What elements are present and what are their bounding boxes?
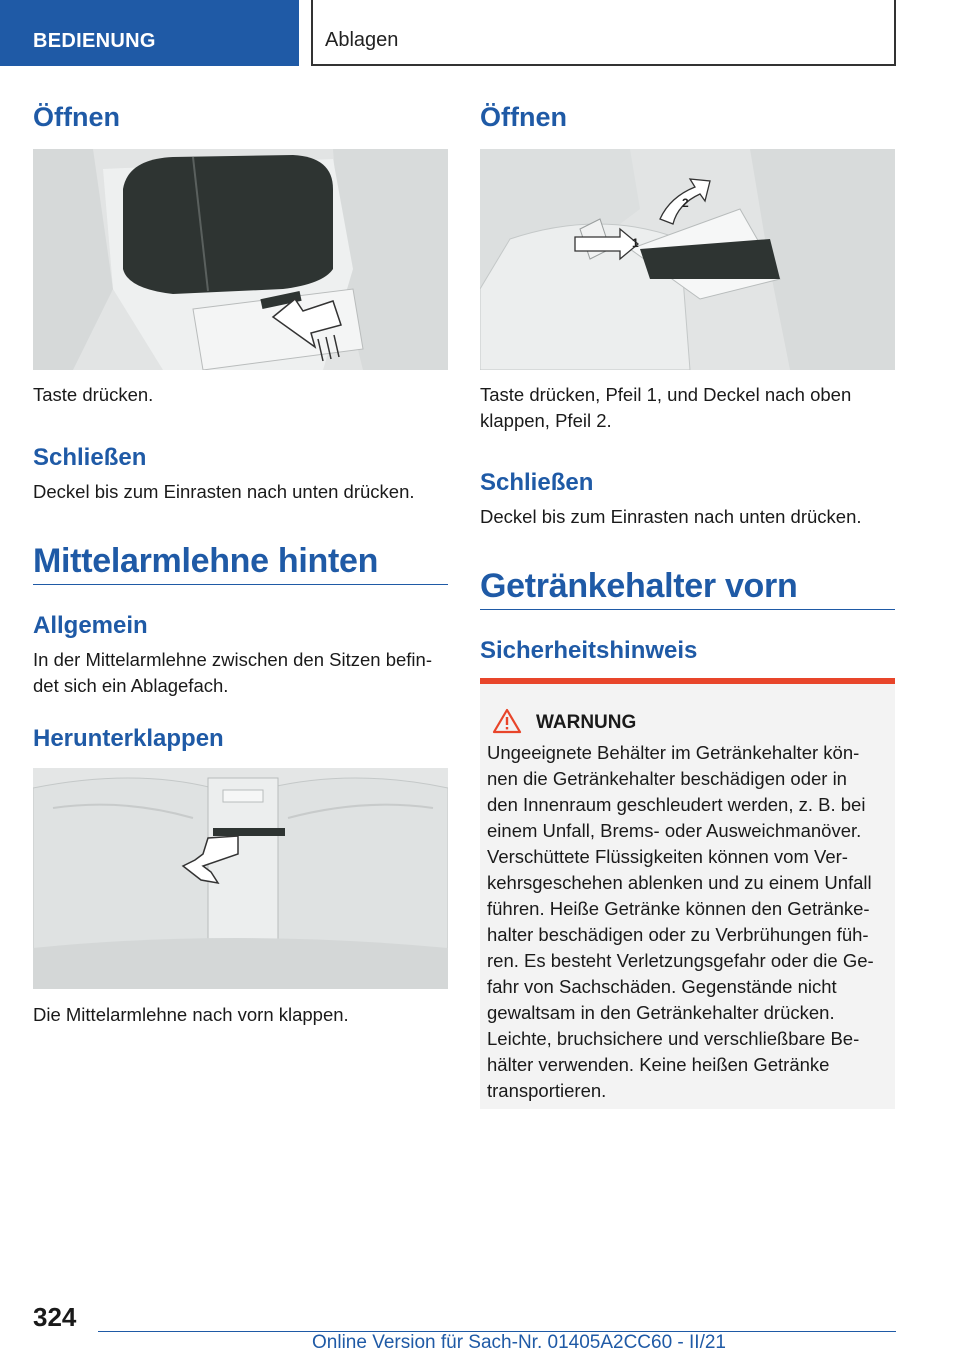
caption-fig1: Taste drücken. — [33, 384, 154, 405]
warning-text-line: Ungeeignete Behälter im Getränkehalter kön- — [487, 742, 860, 763]
text-allgemein-line2: det sich ein Ablagefach. — [33, 675, 229, 696]
page-number: 324 — [33, 1302, 77, 1332]
warning-text — [487, 740, 887, 1104]
heading-herunterklappen: Herunterklappen — [33, 725, 224, 752]
warning-triangle-icon — [492, 708, 522, 734]
warning-text-line: führen. Heiße Getränke können den Getränke- — [487, 898, 870, 919]
warning-text-line: ren. Es besteht Verletzungsgefahr oder die Ge- — [487, 950, 874, 971]
warning-text-line: hälter verwenden. Keine heißen Getränke — [487, 1054, 830, 1075]
heading-rule-left — [33, 584, 448, 585]
text-allgemein-line1: In der Mittelarmlehne zwischen den Sitzen befin- — [33, 649, 432, 670]
heading-getraenkehalter-vorn: Getränkehalter vorn — [480, 567, 798, 605]
caption-fig2-line2: klappen, Pfeil 2. — [480, 410, 612, 431]
warning-text-line: halter beschädigen oder zu Verbrühungen füh- — [487, 924, 869, 945]
warning-text-line: einem Unfall, Brems- oder Ausweichmanöver. — [487, 820, 862, 841]
warning-text-line: kehrsgeschehen ablenken und zu einem Unfall — [487, 872, 872, 893]
heading-schliessen-right: Schließen — [480, 469, 594, 496]
heading-schliessen-left: Schließen — [33, 444, 147, 471]
caption-fig3: Die Mittelarmlehne nach vorn klappen. — [33, 1004, 349, 1025]
chapter-box — [311, 0, 896, 66]
section-tab — [0, 0, 299, 66]
figure-rear-armrest-open — [480, 149, 895, 370]
text-allgemein — [33, 647, 448, 699]
arrow1-label: 1 — [632, 236, 639, 250]
warning-text-line: Leichte, bruchsichere und verschließbare Be- — [487, 1028, 860, 1049]
footer-version-text: Online Version für Sach-Nr. 01405A2CC60 - II/21 — [312, 1332, 727, 1353]
figure-rear-armrest-fold-down — [33, 768, 448, 989]
warning-box — [480, 678, 895, 1109]
arrow2-label: 2 — [682, 196, 689, 210]
caption-fig2 — [480, 382, 895, 434]
text-schliessen-left: Deckel bis zum Einrasten nach unten drücken. — [33, 481, 415, 502]
heading-allgemein: Allgemein — [33, 612, 148, 639]
warning-text-line: Verschüttete Flüssigkeiten können vom Ver- — [487, 846, 848, 867]
heading-oeffnen-left: Öffnen — [33, 102, 120, 132]
warning-text-line: gewaltsam in den Getränkehalter drücken. — [487, 1002, 835, 1023]
warning-text-line: den Innenraum geschleudert werden, z. B. bei — [487, 794, 866, 815]
warning-text-line: fahr von Sachschäden. Gegenstände nicht — [487, 976, 837, 997]
caption-fig2-line1: Taste drücken, Pfeil 1, und Deckel nach oben — [480, 384, 852, 405]
chapter-label: Ablagen — [325, 29, 399, 51]
heading-mittelarmlehne-hinten: Mittelarmlehne hinten — [33, 542, 379, 580]
section-label: BEDIENUNG — [33, 30, 156, 52]
warning-title: WARNUNG — [536, 712, 637, 733]
warning-text-line: nen die Getränkehalter beschädigen oder in — [487, 768, 847, 789]
heading-rule-right — [480, 609, 895, 610]
heading-sicherheitshinweis: Sicherheitshinweis — [480, 637, 698, 664]
text-schliessen-right: Deckel bis zum Einrasten nach unten drücken. — [480, 506, 862, 527]
figure-armrest-front-open — [33, 149, 448, 370]
warning-text-line: transportieren. — [487, 1080, 607, 1101]
heading-oeffnen-right: Öffnen — [480, 102, 567, 132]
page-header — [0, 0, 960, 66]
